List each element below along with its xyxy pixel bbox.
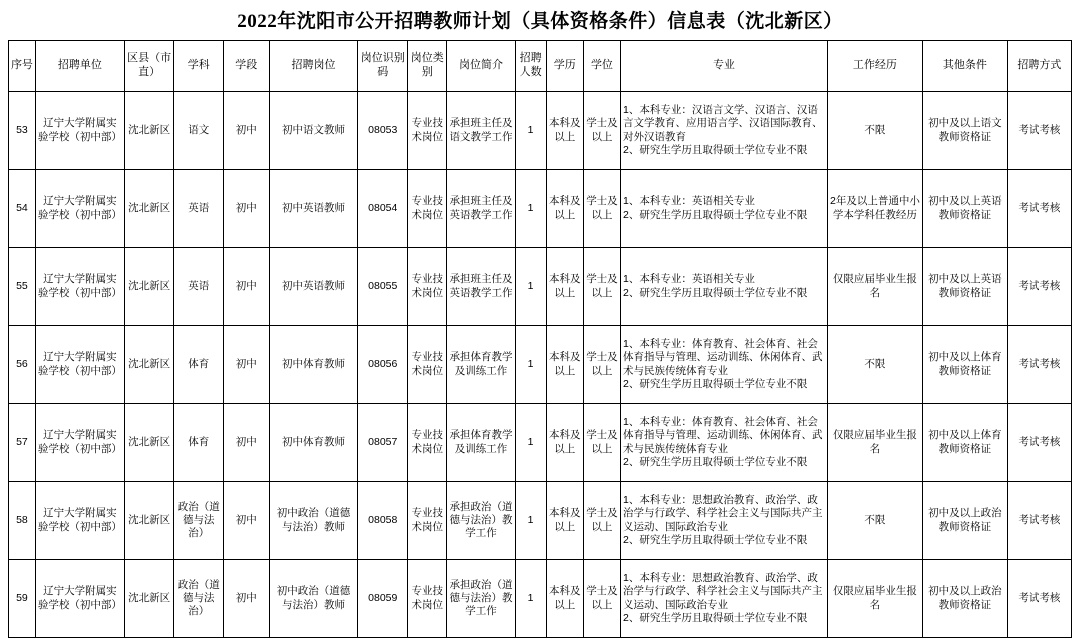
cell-count: 1 (515, 560, 546, 638)
cell-district: 沈北新区 (124, 326, 174, 404)
cell-method: 考试考核 (1007, 92, 1071, 170)
col-header-experience: 工作经历 (827, 41, 922, 92)
cell-category: 专业技术岗位 (408, 560, 447, 638)
cell-method: 考试考核 (1007, 482, 1071, 560)
cell-major: 1、本科专业：体育教育、社会体育、社会体育指导与管理、运动训练、休闲体育、武术与民族传统体育专业 2、研究生学历且取得硕士学位专业不限 (621, 326, 828, 404)
cell-experience: 仅限应届毕业生报名 (827, 560, 922, 638)
cell-unit: 辽宁大学附属实验学校（初中部） (35, 560, 124, 638)
cell-stage: 初中 (224, 326, 269, 404)
cell-category: 专业技术岗位 (408, 92, 447, 170)
cell-education: 本科及以上 (546, 326, 583, 404)
col-header-other: 其他条件 (922, 41, 1007, 92)
cell-intro: 承担体育教学及训练工作 (447, 404, 515, 482)
cell-district: 沈北新区 (124, 560, 174, 638)
cell-no: 55 (9, 248, 36, 326)
cell-education: 本科及以上 (546, 560, 583, 638)
cell-degree: 学士及以上 (583, 560, 620, 638)
cell-other: 初中及以上政治教师资格证 (922, 482, 1007, 560)
cell-district: 沈北新区 (124, 248, 174, 326)
cell-district: 沈北新区 (124, 404, 174, 482)
cell-category: 专业技术岗位 (408, 404, 447, 482)
cell-code: 08055 (358, 248, 408, 326)
col-header-major: 专业 (621, 41, 828, 92)
col-header-post: 招聘岗位 (269, 41, 358, 92)
cell-count: 1 (515, 248, 546, 326)
cell-post: 初中语文教师 (269, 92, 358, 170)
cell-count: 1 (515, 170, 546, 248)
cell-unit: 辽宁大学附属实验学校（初中部） (35, 326, 124, 404)
cell-no: 53 (9, 92, 36, 170)
cell-post: 初中体育教师 (269, 404, 358, 482)
table-body (9, 92, 1072, 638)
cell-other: 初中及以上英语教师资格证 (922, 170, 1007, 248)
table-row (9, 482, 1072, 560)
cell-experience: 不限 (827, 482, 922, 560)
cell-intro: 承担体育教学及训练工作 (447, 326, 515, 404)
cell-other: 初中及以上语文教师资格证 (922, 92, 1007, 170)
cell-intro: 承担班主任及英语教学工作 (447, 248, 515, 326)
cell-degree: 学士及以上 (583, 92, 620, 170)
table-row (9, 170, 1072, 248)
col-header-education: 学历 (546, 41, 583, 92)
cell-stage: 初中 (224, 482, 269, 560)
cell-major: 1、本科专业：思想政治教育、政治学、政治学与行政学、科学社会主义与国际共产主义运动、国际政治专业 2、研究生学历且取得硕士学位专业不限 (621, 482, 828, 560)
cell-unit: 辽宁大学附属实验学校（初中部） (35, 482, 124, 560)
cell-education: 本科及以上 (546, 482, 583, 560)
table-header-row (9, 41, 1072, 92)
cell-subject: 英语 (174, 248, 224, 326)
col-header-subject: 学科 (174, 41, 224, 92)
cell-subject: 政治（道德与法治） (174, 560, 224, 638)
cell-unit: 辽宁大学附属实验学校（初中部） (35, 170, 124, 248)
col-header-method: 招聘方式 (1007, 41, 1071, 92)
cell-district: 沈北新区 (124, 482, 174, 560)
cell-unit: 辽宁大学附属实验学校（初中部） (35, 404, 124, 482)
cell-code: 08059 (358, 560, 408, 638)
cell-stage: 初中 (224, 560, 269, 638)
cell-code: 08058 (358, 482, 408, 560)
cell-subject: 语文 (174, 92, 224, 170)
table-row (9, 92, 1072, 170)
cell-category: 专业技术岗位 (408, 170, 447, 248)
col-header-degree: 学位 (583, 41, 620, 92)
col-header-unit: 招聘单位 (35, 41, 124, 92)
cell-post: 初中政治（道德与法治）教师 (269, 482, 358, 560)
cell-category: 专业技术岗位 (408, 248, 447, 326)
cell-category: 专业技术岗位 (408, 482, 447, 560)
cell-method: 考试考核 (1007, 326, 1071, 404)
cell-intro: 承担班主任及语文教学工作 (447, 92, 515, 170)
cell-other: 初中及以上体育教师资格证 (922, 326, 1007, 404)
cell-post: 初中英语教师 (269, 248, 358, 326)
cell-experience: 不限 (827, 92, 922, 170)
cell-intro: 承担政治（道德与法治）教学工作 (447, 482, 515, 560)
col-header-intro: 岗位简介 (447, 41, 515, 92)
cell-district: 沈北新区 (124, 170, 174, 248)
cell-other: 初中及以上体育教师资格证 (922, 404, 1007, 482)
cell-method: 考试考核 (1007, 404, 1071, 482)
cell-experience: 仅限应届毕业生报名 (827, 404, 922, 482)
page-title: 2022年沈阳市公开招聘教师计划（具体资格条件）信息表（沈北新区） (237, 11, 843, 32)
cell-major: 1、本科专业：汉语言文学、汉语言、汉语言文学教育、应用语言学、汉语国际教育、对外汉语教育 2、研究生学历且取得硕士学位专业不限 (621, 92, 828, 170)
cell-code: 08056 (358, 326, 408, 404)
cell-post: 初中英语教师 (269, 170, 358, 248)
cell-major: 1、本科专业：思想政治教育、政治学、政治学与行政学、科学社会主义与国际共产主义运动、国际政治专业 2、研究生学历且取得硕士学位专业不限 (621, 560, 828, 638)
cell-subject: 体育 (174, 404, 224, 482)
col-header-code: 岗位识别码 (358, 41, 408, 92)
cell-post: 初中政治（道德与法治）教师 (269, 560, 358, 638)
col-header-no: 序号 (9, 41, 36, 92)
cell-intro: 承担班主任及英语教学工作 (447, 170, 515, 248)
cell-education: 本科及以上 (546, 170, 583, 248)
cell-degree: 学士及以上 (583, 326, 620, 404)
cell-stage: 初中 (224, 248, 269, 326)
cell-experience: 仅限应届毕业生报名 (827, 248, 922, 326)
cell-experience: 不限 (827, 326, 922, 404)
cell-degree: 学士及以上 (583, 170, 620, 248)
cell-stage: 初中 (224, 92, 269, 170)
cell-no: 54 (9, 170, 36, 248)
cell-method: 考试考核 (1007, 560, 1071, 638)
col-header-category: 岗位类别 (408, 41, 447, 92)
table-row (9, 404, 1072, 482)
cell-code: 08057 (358, 404, 408, 482)
table-row (9, 326, 1072, 404)
cell-subject: 体育 (174, 326, 224, 404)
table-row (9, 248, 1072, 326)
cell-count: 1 (515, 92, 546, 170)
cell-no: 56 (9, 326, 36, 404)
cell-district: 沈北新区 (124, 92, 174, 170)
cell-intro: 承担政治（道德与法治）教学工作 (447, 560, 515, 638)
cell-no: 59 (9, 560, 36, 638)
cell-education: 本科及以上 (546, 92, 583, 170)
cell-no: 58 (9, 482, 36, 560)
cell-degree: 学士及以上 (583, 482, 620, 560)
cell-stage: 初中 (224, 404, 269, 482)
cell-method: 考试考核 (1007, 248, 1071, 326)
col-header-stage: 学段 (224, 41, 269, 92)
cell-no: 57 (9, 404, 36, 482)
cell-other: 初中及以上政治教师资格证 (922, 560, 1007, 638)
cell-count: 1 (515, 326, 546, 404)
col-header-count: 招聘人数 (515, 41, 546, 92)
cell-code: 08053 (358, 92, 408, 170)
cell-count: 1 (515, 482, 546, 560)
cell-major: 1、本科专业：英语相关专业 2、研究生学历且取得硕士学位专业不限 (621, 170, 828, 248)
recruitment-table (8, 40, 1072, 638)
cell-major: 1、本科专业：英语相关专业 2、研究生学历且取得硕士学位专业不限 (621, 248, 828, 326)
cell-method: 考试考核 (1007, 170, 1071, 248)
cell-post: 初中体育教师 (269, 326, 358, 404)
cell-education: 本科及以上 (546, 248, 583, 326)
col-header-district: 区县（市直） (124, 41, 174, 92)
cell-degree: 学士及以上 (583, 404, 620, 482)
cell-degree: 学士及以上 (583, 248, 620, 326)
cell-other: 初中及以上英语教师资格证 (922, 248, 1007, 326)
cell-unit: 辽宁大学附属实验学校（初中部） (35, 248, 124, 326)
cell-education: 本科及以上 (546, 404, 583, 482)
cell-category: 专业技术岗位 (408, 326, 447, 404)
cell-subject: 英语 (174, 170, 224, 248)
cell-unit: 辽宁大学附属实验学校（初中部） (35, 92, 124, 170)
cell-experience: 2年及以上普通中小学本学科任教经历 (827, 170, 922, 248)
cell-code: 08054 (358, 170, 408, 248)
cell-stage: 初中 (224, 170, 269, 248)
cell-major: 1、本科专业：体育教育、社会体育、社会体育指导与管理、运动训练、休闲体育、武术与民族传统体育专业 2、研究生学历且取得硕士学位专业不限 (621, 404, 828, 482)
table-row (9, 560, 1072, 638)
cell-subject: 政治（道德与法治） (174, 482, 224, 560)
cell-count: 1 (515, 404, 546, 482)
